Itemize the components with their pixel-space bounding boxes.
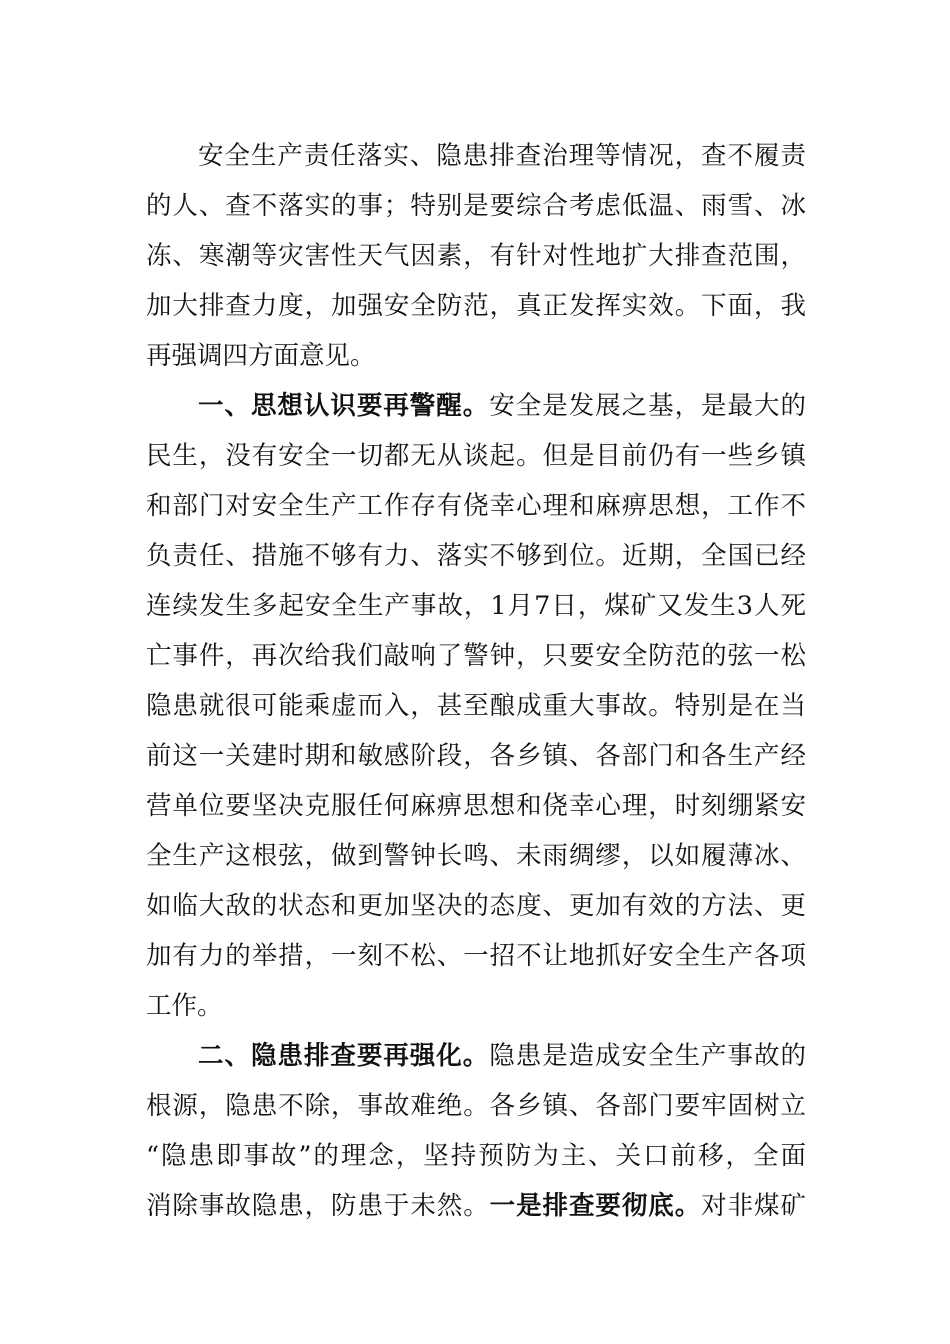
paragraph-2-line-8: 前这一关建时期和敏感阶段，各乡镇、各部门和各生产经 <box>146 741 806 771</box>
sub-heading-1: 一是排查要彻底。 <box>489 1191 702 1221</box>
paragraph-2-first-line <box>146 381 806 431</box>
paragraph-2-line-4: 负责任、措施不够有力、落实不够到位。近期，全国已经 <box>146 541 806 571</box>
paragraph-3-first-line-text: 隐患是造成安全生产事故的 <box>489 1041 806 1071</box>
paragraph-2-line-9: 营单位要坚决克服任何麻痹思想和侥幸心理，时刻绷紧安 <box>146 791 806 821</box>
paragraph-1-line-4: 加大排查力度，加强安全防范，真正发挥实效。下面，我 <box>146 291 806 321</box>
paragraph-1-line-5: 再强调四方面意见。 <box>146 341 376 371</box>
body-text <box>146 131 806 1231</box>
paragraph-2-line-5: 连续发生多起安全生产事故，1月7日，煤矿又发生3人死 <box>146 591 806 621</box>
paragraph-1-line-2: 的人、查不落实的事；特别是要综合考虑低温、雨雪、冰 <box>146 191 806 221</box>
paragraph-2-first-line-text: 安全是发展之基，是最大的 <box>489 391 806 421</box>
paragraph-3-line-2: 根源，隐患不除，事故难绝。各乡镇、各部门要牢固树立 <box>146 1091 806 1121</box>
paragraph-2-line-6: 亡事件，再次给我们敲响了警钟，只要安全防范的弦一松 <box>146 641 806 671</box>
paragraph-1-line-1: 安全生产责任落实、隐患排查治理等情况，查不履责 <box>198 141 806 171</box>
paragraph-1-line-3: 冻、寒潮等灾害性天气因素，有针对性地扩大排查范围， <box>146 241 806 271</box>
paragraph-2-line-10: 全生产这根弦，做到警钟长鸣、未雨绸缪，以如履薄冰、 <box>146 841 806 871</box>
paragraph-3-line-4-text: 消除事故隐患，防患于未然。 <box>146 1191 490 1221</box>
section-heading-2: 二、隐患排查要再强化。 <box>198 1041 490 1071</box>
paragraph-3-line-4 <box>146 1181 806 1231</box>
paragraph-2-line-2: 民生，没有安全一切都无从谈起。但是目前仍有一些乡镇 <box>146 441 806 471</box>
section-heading-1: 一、思想认识要再警醒。 <box>198 391 490 421</box>
paragraph-2-line-13: 工作。 <box>146 991 223 1021</box>
paragraph-2-line-7: 隐患就很可能乘虚而入，甚至酿成重大事故。特别是在当 <box>146 691 806 721</box>
paragraph-2-line-3: 和部门对安全生产工作存有侥幸心理和麻痹思想，工作不 <box>146 491 806 521</box>
paragraph-3-line-3: “隐患即事故”的理念，坚持预防为主、关口前移，全面 <box>146 1141 806 1171</box>
paragraph-3-first-line <box>146 1031 806 1081</box>
paragraph-3-line-4-tail: 对非煤矿 <box>701 1191 806 1221</box>
paragraph-2-line-12: 加有力的举措，一刻不松、一招不让地抓好安全生产各项 <box>146 941 806 971</box>
paragraph-2-line-11: 如临大敌的状态和更加坚决的态度、更加有效的方法、更 <box>146 891 806 921</box>
